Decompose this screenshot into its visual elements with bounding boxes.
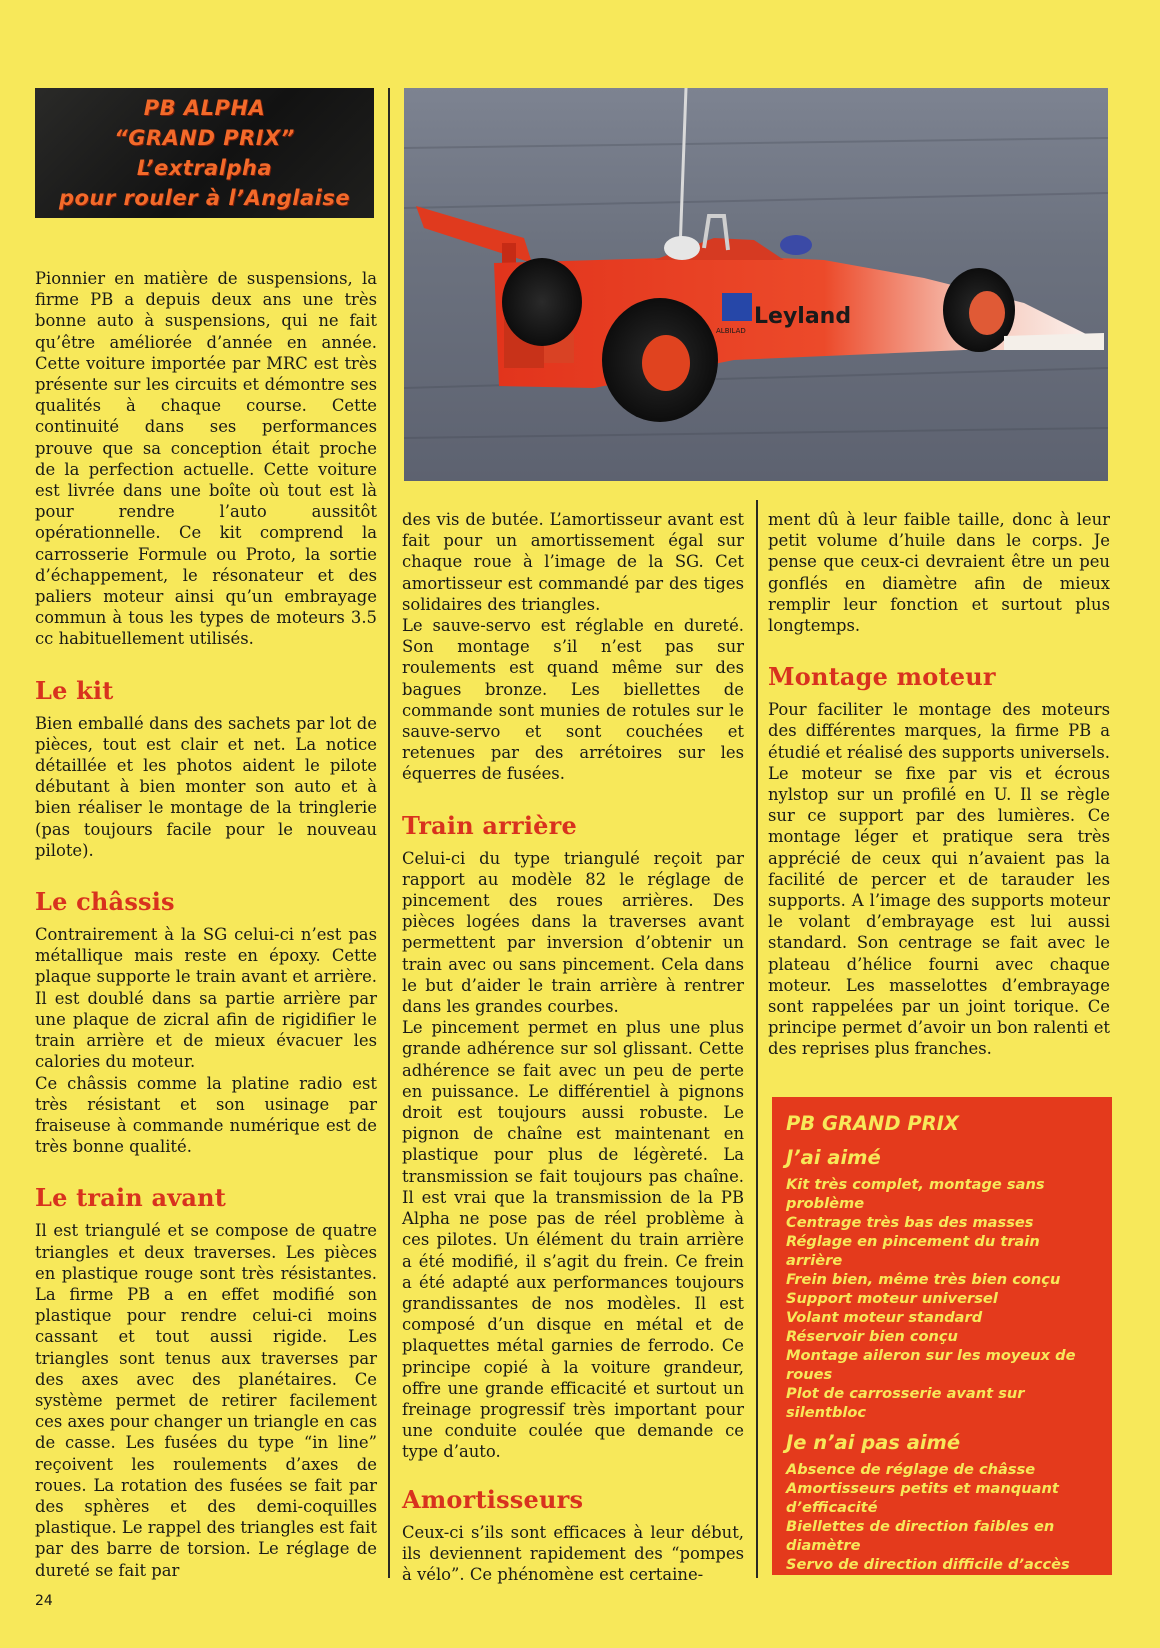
article-title-box (35, 88, 374, 218)
disliked-heading: Je n’ai pas aimé (786, 1431, 961, 1454)
title-line-3: L’extralpha (136, 156, 273, 180)
front-train-paragraph: Il est triangulé et se compose de quatre triangles et deux traverses. Les pièces en plastique rouge sont très résistantes. La firme PB a en effet modifié son plastique pour rendre celui-ci moins cassant et tout aussi rigide. Les triangles sont tenus aux traverses par des axes avec des planétaires. Ce système permet de retirer facilement ces axes pour changer un triangle en cas de casse. Les fusées du type “in line” reçoivent les roulements d’axes de roues. La rotation des fusées se fait par des sphères et des demi-coquilles plastique. Le rappel des triangles est fait par des barre de torsion. Le réglage de dureté se fait par (35, 1221, 377, 1580)
column-2 (402, 509, 744, 1585)
list-item: Réglage en pincement du train arrière (786, 1233, 1040, 1269)
list-item: Frein bien, même très bien conçu (786, 1271, 1061, 1288)
list-item: Absence de réglage de châsse (786, 1461, 1036, 1478)
heading-le-train-avant: Le train avant (35, 1183, 227, 1213)
rear-train-paragraph-2: Le pincement permet en plus une plus grande adhérence sur sol glissant. Cette adhérence se fait avec un peu de perte en puissance. Le différentiel à pignons droit est toujours aussi robuste. Le pignon de chaîne est maintenant en plastique pour plus de légèreté. La transmission se fait toujours pas chaîne. Il est vrai que la transmission de la PB Alpha ne pose pas de réel problème à ces pilotes. Un élément du train arrière a été modifié, il s’agit du frein. Ce frein a été adapté aux performances toujours grandissantes de nos modèles. Il est composé d’un disque en métal et de plaquettes métal garnies de ferrodo. Ce principe copié à la voiture grandeur, offre une grande efficacité et surtout un freinage progressif très important pour une conduite coulée que demande ce type d’auto. (402, 1018, 744, 1462)
list-item: Plot de carrosserie avant sur silentbloc (786, 1385, 1025, 1421)
title-line-4: pour rouler à l’Anglaise (58, 186, 351, 210)
front-train-continued-paragraph: des vis de butée. L’amortisseur avant est fait pour un amortissement égal sur chaque roue à l’image de la SG. Cet amortisseur est commandé par des tiges solidaires des triangles. (402, 510, 744, 614)
chassis-paragraph-1: Contrairement à la SG celui-ci n’est pas métallique mais reste en époxy. Cette plaque supporte le train avant et arrière. Il est doublé dans sa partie arrière par une plaque de zicral afin de rigidifier le train arrière et de mieux évacuer les calories du moteur. (35, 925, 377, 1072)
sauve-servo-paragraph: Le sauve-servo est réglable en dureté. Son montage s’il n’est pas sur roulements est quand même sur des bagues bronze. Les biellettes de commande sont munies de rotules sur le sauve-servo et sont couchées et retenues par des arrétoires sur les équerres de fusées. (402, 616, 744, 784)
list-item: Montage aileron sur les moyeux de roues (786, 1347, 1076, 1383)
heading-amortisseurs: Amortisseurs (402, 1484, 584, 1514)
sponsor-text: Leyland (754, 304, 852, 329)
shocks-paragraph: Ceux-ci s’ils sont efficaces à leur début, ils deviennent rapidement des “pompes à vélo”. Ce phénomène est certaine- (402, 1522, 744, 1584)
intro-paragraph: Pionnier en matière de suspensions, la firme PB a depuis deux ans une très bonne auto à suspensions, qui ne fait qu’être améliorée d’année en année. Cette voiture importée par MRC est très présente sur les circuits et démontre ses qualités à chaque course. Cette continuité dans ses performances prouve que sa conception était proche de la perfection actuelle. Cette voiture est livrée dans une boîte où tout est là pour rendre l’auto aussitôt opérationnelle. Ce kit comprend la carrosserie Formule ou Proto, la sortie d’échappement, le résonateur et des paliers moteur ainsi qu’un embrayage commun à tous les types de moteurs 3.5 cc habituellement utilisés. (35, 269, 377, 649)
heading-train-arriere: Train arrière (402, 810, 577, 840)
list-item: Réservoir bien conçu (786, 1328, 958, 1345)
car-photo (404, 88, 1108, 481)
list-item: Amortisseurs petits et manquant d’efficacité (786, 1480, 1059, 1516)
heading-le-chassis: Le châssis (35, 887, 175, 917)
column-3 (768, 509, 1110, 1060)
list-item: Servo de direction difficile d’accès (786, 1556, 1070, 1573)
title-line-2: “GRAND PRIX” (114, 126, 295, 150)
liked-list (786, 1175, 1098, 1422)
list-item: Volant moteur standard (786, 1309, 983, 1326)
kit-paragraph: Bien emballé dans des sachets par lot de pièces, tout est clair et net. La notice détaillée et les photos aident le pilote débutant à bien monter son auto et à bien réaliser le montage de la tringlerie (pas toujours facile pour le nouveau pilote). (35, 713, 377, 860)
list-item: Biellettes de direction faibles en diamètre (786, 1518, 1055, 1554)
list-item: Support moteur universel (786, 1290, 998, 1307)
column-rule-2 (756, 500, 758, 1578)
verdict-box (772, 1097, 1112, 1575)
heading-le-kit: Le kit (35, 675, 114, 705)
heading-montage-moteur: Montage moteur (768, 662, 996, 692)
liked-heading: J’ai aimé (786, 1146, 881, 1169)
verdict-title: PB GRAND PRIX (786, 1112, 959, 1135)
sponsor-badge: ALBILAD (716, 327, 746, 335)
rear-train-paragraph-1: Celui-ci du type triangulé reçoit par rapport au modèle 82 le réglage de pincement des roues arrières. Des pièces logées dans la traverses avant permettent par inversion d’obtenir un train avec ou sans pincement. Cela dans le but d’aider le train arrière à rentrer dans les grandes courbes. (402, 848, 744, 1017)
disliked-list (786, 1460, 1098, 1574)
column-rule-1 (388, 88, 390, 1578)
list-item: Centrage très bas des masses (786, 1214, 1034, 1231)
engine-mount-paragraph: Pour faciliter le montage des moteurs des différentes marques, la firme PB a étudié et réalisé des supports universels. Le moteur se fixe par vis et écrous nylstop sur un profilé en U. Il se règle sur ce support par des lumières. Ce montage léger et pratique sera très apprécié de ceux qui n’avaient pas la facilité de percer et de tarauder les supports. A l’image des supports moteur le volant d’embrayage est lui aussi standard. Son centrage se fait avec le plateau d’hélice fourni avec chaque moteur. Les masselottes d’embrayage sont rappelées par un joint torique. Ce principe permet d’avoir un bon ralenti et des reprises plus franches. (768, 700, 1110, 1059)
title-line-1: PB ALPHA (143, 96, 266, 120)
chassis-paragraph-2: Ce châssis comme la platine radio est très résistant et son usinage par fraiseuse à commande numérique est de très bonne qualité. (35, 1073, 377, 1157)
list-item: Kit très complet, montage sans problème (786, 1176, 1045, 1212)
page-number: 24 (35, 1593, 53, 1609)
column-1 (35, 268, 377, 1581)
shocks-continued-paragraph: ment dû à leur faible taille, donc à leur petit volume d’huile dans le corps. Je pense que ceux-ci devraient être un peu gonflés en diamètre afin de mieux remplir leur fonction et surtout plus longtemps. (768, 510, 1110, 636)
